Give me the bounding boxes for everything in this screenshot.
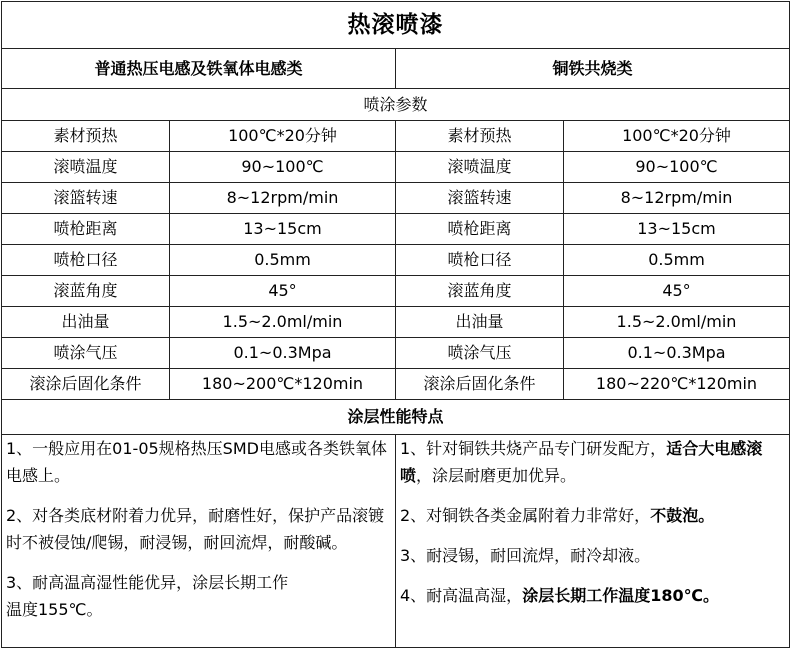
param-label-right: 出油量	[396, 307, 564, 338]
param-value-left: 13~15cm	[170, 214, 396, 245]
param-label-right: 滚涂后固化条件	[396, 369, 564, 400]
right-feature-2-emphasis: 不鼓泡。	[650, 506, 715, 525]
right-feature-4	[400, 582, 783, 609]
param-label-left: 喷枪距离	[2, 214, 170, 245]
param-value-right: 90~100℃	[564, 152, 790, 183]
right-feature-1	[400, 435, 783, 489]
param-value-left: 0.1~0.3Mpa	[170, 338, 396, 369]
param-value-right: 0.5mm	[564, 245, 790, 276]
param-value-left: 1.5~2.0ml/min	[170, 307, 396, 338]
page-title: 热滚喷漆	[2, 2, 790, 49]
param-value-right: 0.1~0.3Mpa	[564, 338, 790, 369]
table-row	[2, 338, 790, 369]
right-feature-1-emphasis: 适合大电感滚喷	[400, 439, 763, 485]
param-value-right: 8~12rpm/min	[564, 183, 790, 214]
param-label-right: 喷枪口径	[396, 245, 564, 276]
param-label-left: 素材预热	[2, 121, 170, 152]
param-label-left: 喷涂气压	[2, 338, 170, 369]
right-feature-4-emphasis: 涂层长期工作温度180℃。	[522, 586, 719, 605]
param-label-right: 喷涂气压	[396, 338, 564, 369]
params-title-row	[2, 89, 790, 121]
left-features-cell	[2, 435, 396, 648]
table-row	[2, 276, 790, 307]
param-value-left: 45°	[170, 276, 396, 307]
param-label-left: 滚喷温度	[2, 152, 170, 183]
features-row	[2, 435, 790, 648]
spray-spec-table	[1, 1, 790, 648]
param-value-left: 8~12rpm/min	[170, 183, 396, 214]
param-value-right: 1.5~2.0ml/min	[564, 307, 790, 338]
table-row	[2, 121, 790, 152]
param-label-left: 喷枪口径	[2, 245, 170, 276]
param-label-left: 滚蓝角度	[2, 276, 170, 307]
features-section-title: 涂层性能特点	[2, 400, 790, 435]
params-section-title: 喷涂参数	[2, 89, 790, 121]
features-title-row	[2, 400, 790, 435]
param-value-left: 100℃*20分钟	[170, 121, 396, 152]
left-feature-3-line-1: 3、耐高温高湿性能优异，涂层长期工作	[6, 573, 289, 592]
left-feature-1: 1、一般应用在01-05规格热压SMD电感或各类铁氧体电感上。	[6, 439, 387, 485]
param-label-left: 滚涂后固化条件	[2, 369, 170, 400]
param-value-right: 45°	[564, 276, 790, 307]
table-row	[2, 369, 790, 400]
param-value-left: 180~200℃*120min	[170, 369, 396, 400]
right-column-header: 铜铁共烧类	[396, 49, 790, 89]
param-value-left: 0.5mm	[170, 245, 396, 276]
param-label-right: 滚蓝角度	[396, 276, 564, 307]
right-feature-4-text: 4、耐高温高湿，	[400, 586, 523, 605]
left-feature-3-line-2: 温度155℃。	[6, 600, 103, 619]
table-row	[2, 152, 790, 183]
title-row	[2, 2, 790, 49]
right-feature-1-text: 1、针对铜铁共烧产品专门研发配方，	[400, 439, 667, 458]
right-feature-3: 3、耐浸锡，耐回流焊，耐冷却液。	[400, 546, 651, 565]
right-feature-2	[400, 502, 783, 529]
left-feature-3	[6, 569, 389, 623]
param-label-left: 出油量	[2, 307, 170, 338]
table-row	[2, 183, 790, 214]
table-row	[2, 307, 790, 338]
param-label-right: 滚喷温度	[396, 152, 564, 183]
table-row	[2, 245, 790, 276]
left-feature-2: 2、对各类底材附着力优异，耐磨性好，保护产品滚镀时不被侵蚀/爬锡，耐浸锡，耐回流焊，耐酸碱。	[6, 506, 385, 552]
param-value-right: 100℃*20分钟	[564, 121, 790, 152]
column-header-row	[2, 49, 790, 89]
table-row	[2, 214, 790, 245]
param-label-left: 滚篮转速	[2, 183, 170, 214]
param-value-right: 13~15cm	[564, 214, 790, 245]
param-value-left: 90~100℃	[170, 152, 396, 183]
right-features-cell	[396, 435, 790, 648]
param-label-right: 素材预热	[396, 121, 564, 152]
param-value-right: 180~220℃*120min	[564, 369, 790, 400]
right-feature-1-tail: ，涂层耐磨更加优异。	[416, 466, 577, 485]
param-label-right: 滚篮转速	[396, 183, 564, 214]
right-feature-2-text: 2、对铜铁各类金属附着力非常好，	[400, 506, 651, 525]
left-column-header: 普通热压电感及铁氧体电感类	[2, 49, 396, 89]
param-label-right: 喷枪距离	[396, 214, 564, 245]
